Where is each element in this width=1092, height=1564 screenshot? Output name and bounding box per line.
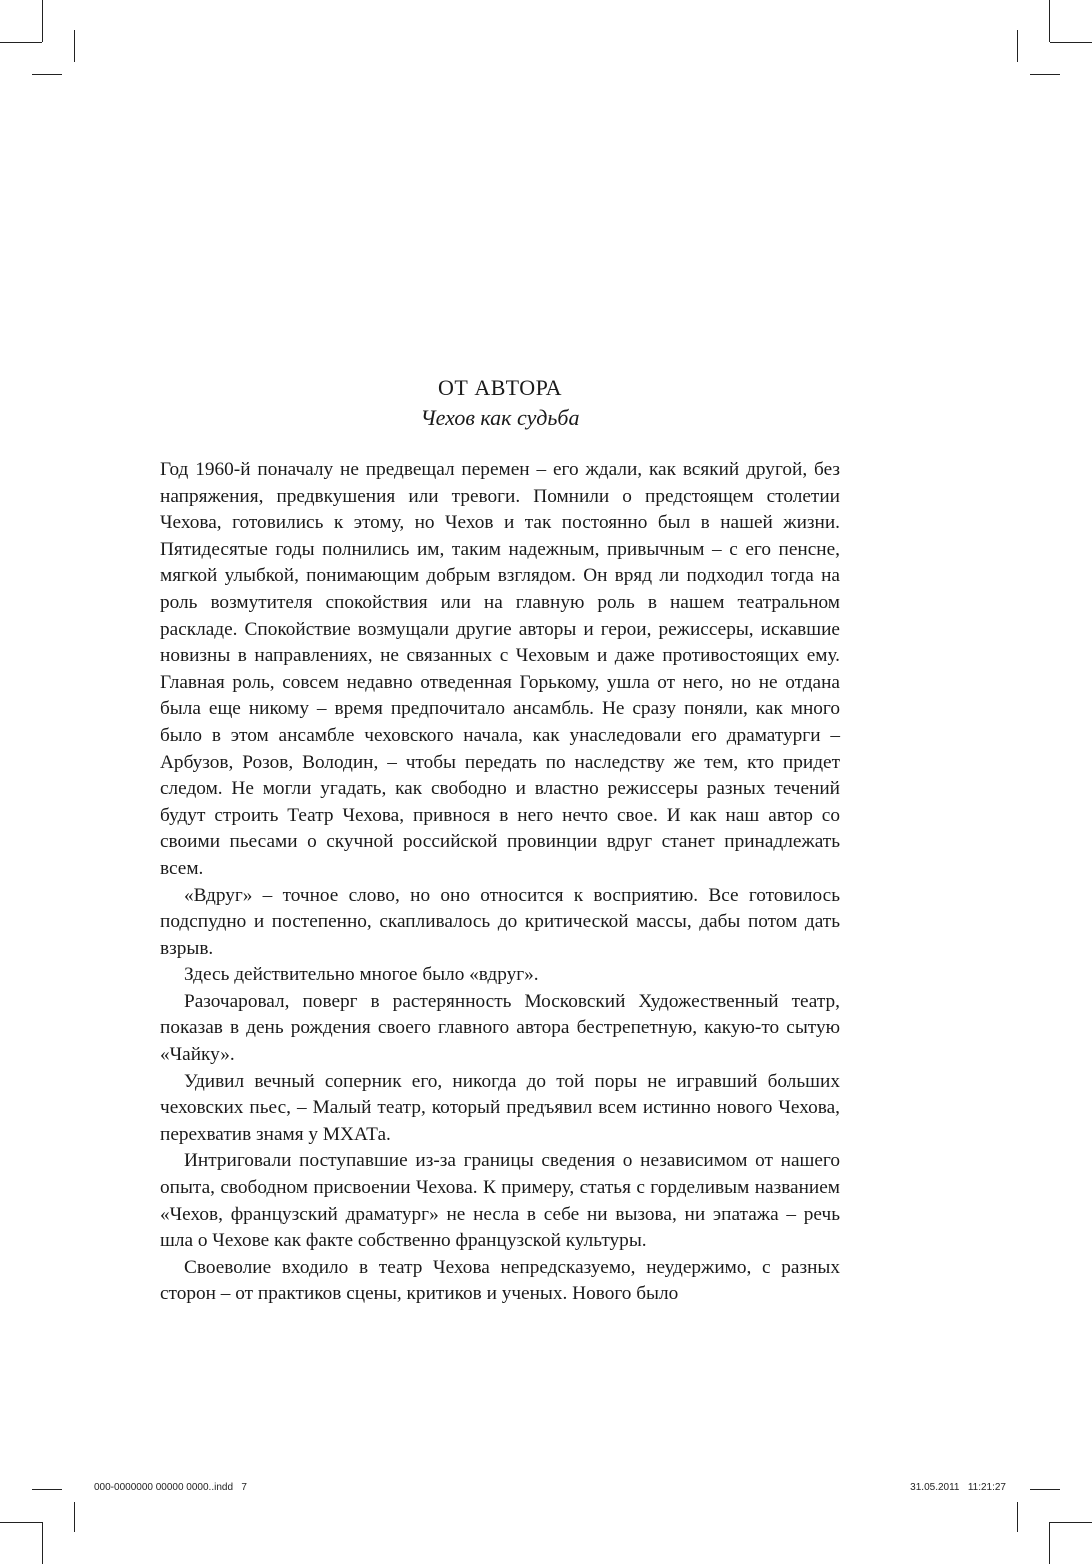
body-text xyxy=(160,457,840,1308)
crop-mark-bottom-left-vertical xyxy=(74,1502,75,1532)
slug-datetime: 31.05.2011 11:21:27 xyxy=(910,1482,1006,1493)
paragraph: Здесь действительно многое было «вдруг». xyxy=(184,964,539,986)
crop-mark-bottom-left-bleed-v xyxy=(42,1522,43,1564)
crop-mark-top-right-bleed-v xyxy=(1017,30,1018,62)
paragraph: Разочаровал, поверг в растерянность Московский Художественный театр, показав в день рождения своего главного автора бестрепетную, какую-то сытую «Чайку». xyxy=(160,990,840,1066)
crop-mark-bottom-left-horizontal xyxy=(32,1489,62,1490)
chapter-subtitle: Чехов как судьба xyxy=(420,405,580,430)
crop-mark-top-left-horizontal xyxy=(0,42,42,43)
crop-mark-top-left-vertical xyxy=(42,0,43,42)
crop-mark-top-right-vertical xyxy=(1049,0,1050,42)
paragraph: «Вдруг» – точное слово, но оно относится к восприятию. Все готовилось подспудно и постепенно, скапливалось до критической массы, дабы потом дать взрыв. xyxy=(160,884,840,959)
slug-filename: 000-0000000 00000 0000..indd 7 xyxy=(94,1482,247,1493)
chapter-heading xyxy=(160,372,840,432)
crop-mark-bottom-right-horizontal xyxy=(1030,1489,1060,1490)
crop-mark-bottom-right-vertical xyxy=(1017,1502,1018,1532)
crop-mark-bottom-right-bleed-h xyxy=(1050,1522,1092,1523)
paragraph: Интриговали поступавшие из-за границы сведения о независимом от нашего опыта, свободном присвоении Чехова. К примеру, статья с горделивым названием «Чехов, французский драматург» не несла в себе ни вызова, ни эпатажа – речь шла о Чехове как факте собственно французской культуры. xyxy=(160,1150,840,1252)
paragraph: Удивил вечный соперник его, никогда до той поры не игравший больших чеховских пьес, – Малый театр, который предъявил всем истинно нового Чехова, перехватив знамя у МХАТа. xyxy=(160,1070,840,1145)
crop-mark-bottom-right-bleed-v xyxy=(1049,1522,1050,1564)
chapter-title: ОТ АВТОРА xyxy=(438,375,562,400)
paragraph: Год 1960-й поначалу не предвещал перемен – его ждали, как всякий другой, без напряжения, предвкушения или тревоги. Помнили о предстоящем столетии Чехова, готовились к этому, но Чехов и так постоянно был в нашей жизни. Пятидесятые годы полнились им, таким надежным, привычным – с его пенсне, мягкой улыбкой, понимающим добрым взглядом. Он вряд ли подходил тогда на роль возмутителя спокойствия или на главную роль в нашем театральном раскладе. Спокойствие возмущали другие авторы и герои, режиссеры, искавшие новизны в направлениях, не связанных с Чеховым и даже противостоящих ему. Главная роль, совсем недавно отведенная Горькому, ушла от него, но не отдана была еще никому – время предпочитало ансамбль. Не сразу поняли, как много было в этом ансамбле чеховского начала, как унаследовали его драматурги – Арбузов, Розов, Володин, – чтобы передать по наследству же тем, кто придет следом. Не могли угадать, как свободно и властно режиссеры разных течений будут строить Театр Чехова, привнося в него нечто свое. И как наш автор со своими пьесами о скучной российской провинции вдруг станет принадлежать всем. xyxy=(160,459,840,879)
crop-mark-top-right-horizontal xyxy=(1050,42,1092,43)
crop-mark-top-left-bleed-h xyxy=(32,74,62,75)
paragraph: Своеволие входило в театр Чехова непредсказуемо, неудержимо, с разных сторон – от практиков сцены, критиков и ученых. Нового было xyxy=(160,1256,840,1305)
crop-mark-bottom-left-bleed-h xyxy=(0,1522,42,1523)
crop-mark-top-left-bleed-v xyxy=(74,30,75,62)
crop-mark-top-right-bleed-h xyxy=(1030,74,1060,75)
